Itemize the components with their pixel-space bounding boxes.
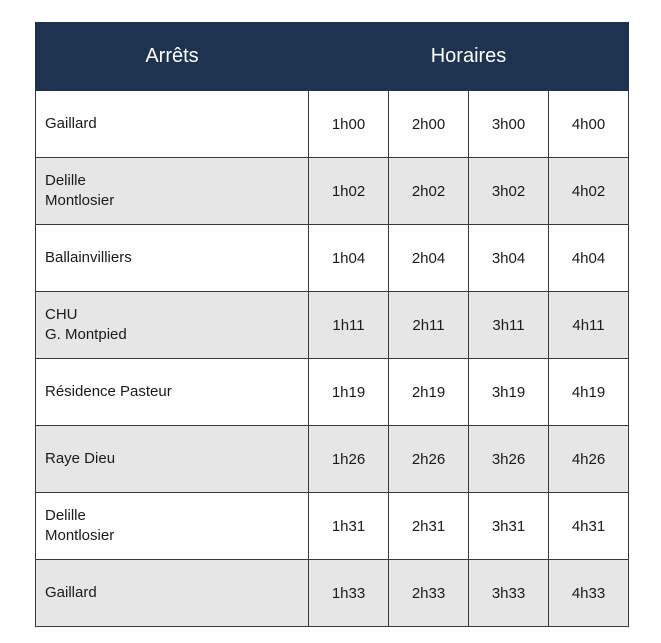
stop-name-cell [36, 426, 309, 493]
stop-name-cell [36, 91, 309, 158]
stop-name-cell [36, 292, 309, 359]
departure-time-cell: 1h26 [309, 426, 389, 493]
stop-name-cell [36, 158, 309, 225]
stop-name-line: Raye Dieu [45, 450, 116, 467]
stop-name-line: Montlosier [45, 192, 115, 209]
schedule-row [36, 560, 629, 627]
departure-time-cell: 1h31 [309, 493, 389, 560]
departure-time-cell: 1h00 [309, 91, 389, 158]
stops-column-header: Arrêts [36, 23, 309, 91]
stop-name-cell [36, 560, 309, 627]
departure-time-cell: 2h33 [389, 560, 469, 627]
departure-time-cell: 2h19 [389, 359, 469, 426]
departure-time-cell: 1h33 [309, 560, 389, 627]
stop-name-line: G. Montpied [45, 326, 127, 343]
departure-time-cell: 3h02 [469, 158, 549, 225]
departure-time-cell: 4h04 [549, 225, 629, 292]
stop-name-line: Ballainvilliers [45, 249, 132, 266]
schedule-row [36, 493, 629, 560]
bus-schedule-table [35, 22, 629, 627]
schedule-row [36, 426, 629, 493]
departure-time-cell: 4h33 [549, 560, 629, 627]
departure-time-cell: 1h04 [309, 225, 389, 292]
stop-name-line: Montlosier [45, 527, 115, 544]
stop-name-line: Gaillard [45, 584, 97, 601]
departure-time-cell: 2h00 [389, 91, 469, 158]
stop-name-cell [36, 493, 309, 560]
departure-time-cell: 4h00 [549, 91, 629, 158]
stop-name-line: CHU [45, 306, 78, 323]
schedule-row [36, 225, 629, 292]
schedule-body [36, 91, 629, 627]
departure-time-cell: 3h31 [469, 493, 549, 560]
schedule-row [36, 359, 629, 426]
departure-time-cell: 3h04 [469, 225, 549, 292]
departure-time-cell: 3h11 [469, 292, 549, 359]
schedule-row [36, 292, 629, 359]
departure-time-cell: 2h11 [389, 292, 469, 359]
stop-name-cell [36, 359, 309, 426]
stop-name-line: Delille [45, 172, 86, 189]
header-row [36, 23, 629, 91]
schedule-row [36, 158, 629, 225]
departure-time-cell: 2h04 [389, 225, 469, 292]
times-column-header: Horaires [309, 23, 629, 91]
departure-time-cell: 3h33 [469, 560, 549, 627]
departure-time-cell: 4h26 [549, 426, 629, 493]
departure-time-cell: 2h26 [389, 426, 469, 493]
schedule-header [36, 23, 629, 91]
schedule-row [36, 91, 629, 158]
stop-name-line: Delille [45, 507, 86, 524]
departure-time-cell: 4h31 [549, 493, 629, 560]
departure-time-cell: 1h02 [309, 158, 389, 225]
stop-name-line: Résidence Pasteur [45, 383, 172, 400]
departure-time-cell: 3h00 [469, 91, 549, 158]
departure-time-cell: 3h19 [469, 359, 549, 426]
departure-time-cell: 3h26 [469, 426, 549, 493]
departure-time-cell: 1h11 [309, 292, 389, 359]
departure-time-cell: 4h19 [549, 359, 629, 426]
departure-time-cell: 1h19 [309, 359, 389, 426]
stop-name-cell [36, 225, 309, 292]
departure-time-cell: 4h11 [549, 292, 629, 359]
stop-name-line: Gaillard [45, 115, 97, 132]
departure-time-cell: 2h31 [389, 493, 469, 560]
departure-time-cell: 4h02 [549, 158, 629, 225]
departure-time-cell: 2h02 [389, 158, 469, 225]
